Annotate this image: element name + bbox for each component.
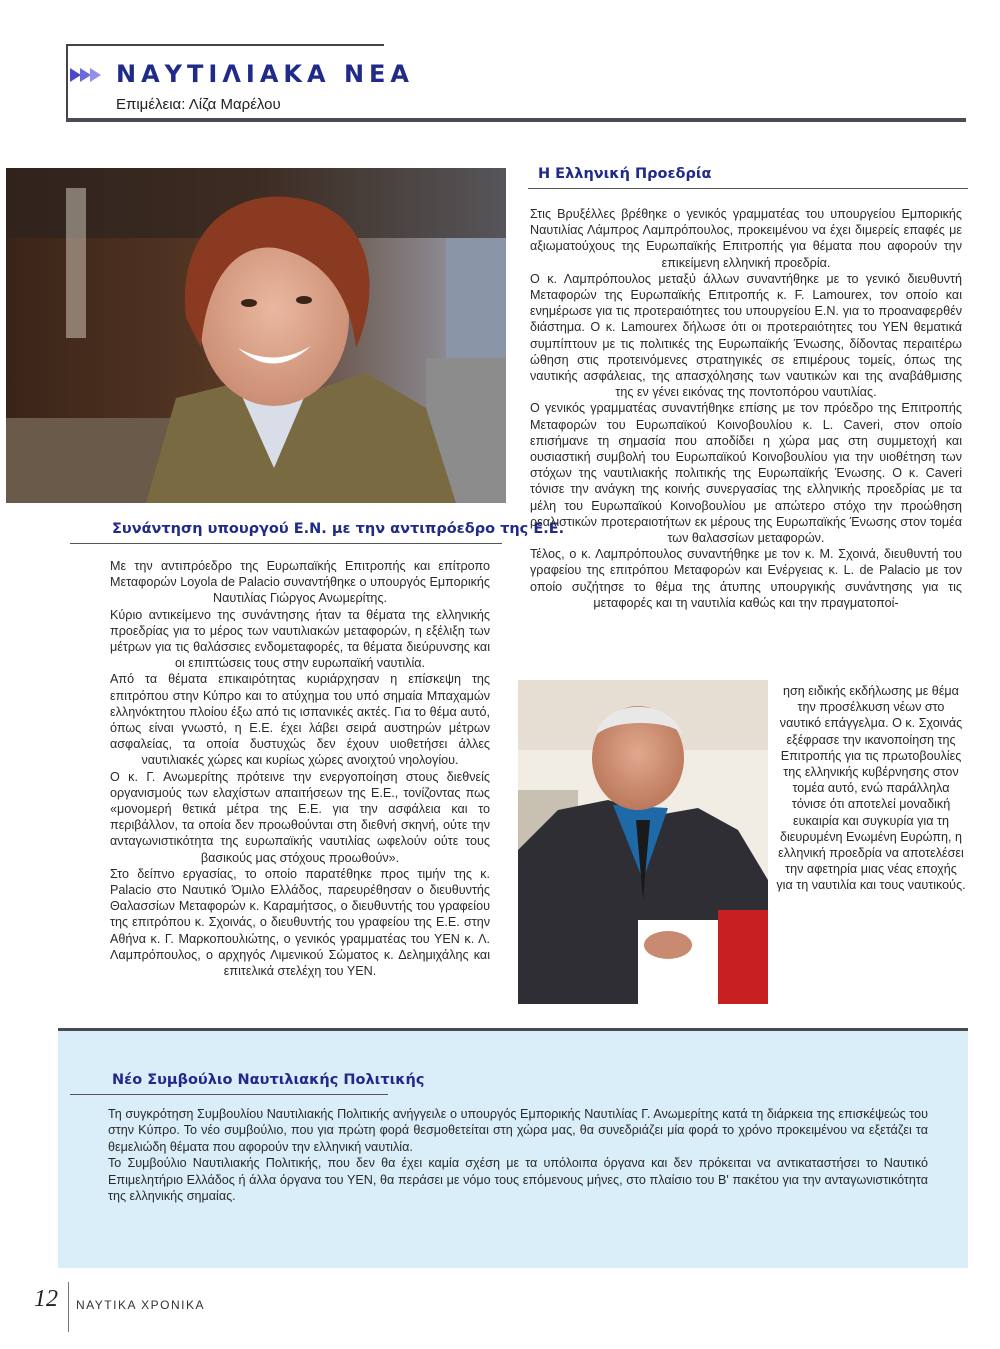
header-frame-top	[66, 44, 384, 46]
article-body-meeting	[110, 558, 490, 979]
box-top-rule	[58, 1028, 968, 1031]
paragraph: Με την αντιπρόεδρο της Ευρωπαϊκής Επιτροπής και επίτροπο Μεταφορών Loyola de Palacio συναντήθηκε ο υπουργός Εμπορικής Ναυτιλίας Γιώργος Ανωμερίτης.	[110, 559, 490, 606]
paragraph: Στις Βρυξέλλες βρέθηκε ο γενικός γραμματέας του υπουργείου Εμπορικής Ναυτιλίας Λάμπρος Λαμπρόπουλος, προκειμένου να έχει διμερείς επαφές με αξιωματούχους της Ευρωπαϊκής Επιτροπής για θέματα που αφορούν την επικείμενη ελληνική προεδρία.	[530, 207, 962, 270]
paragraph: Ο κ. Γ. Ανωμερίτης πρότεινε την ενεργοποίηση στους διεθνείς οργανισμούς των ελαχίστων απαιτήσεων της Ε.Ε., τονίζοντας πως «μονομερή θετικά μέτρα της Ε.Ε. για την ασφάλεια και το περιβάλλον, τα οποία δεν προωθούνται στη διεθνή σκηνή, ούτε την ανταγωνιστικότητα της ευρωπαϊκής ναυτιλίας ωφελούν ούτε τους βασικούς μας στόχους προωθούν».	[110, 769, 490, 865]
paragraph: Από τα θέματα επικαιρότητας κυριάρχησαν η επίσκεψη της επιτρόπου στην Κύπρο και το ατύχημα του υπό σημαία Μπαχαμών ελληνόκτητου πλοίου έξω από τις ισπανικές ακτές. Για το θέμα αυτό, όπως είναι γνωστό, η Ε.Ε. έχει λάβει σειρά αυστηρών μέτρων ασφαλείας, τα οποία δυστυχώς δεν έχουν υιοθετήσει άλλες ναυτιλιακές χώρες και κυρίως χώρες ανοιχτού νηολογίου.	[110, 672, 490, 768]
heading-underline	[528, 188, 968, 189]
paragraph: Το Συμβούλιο Ναυτιλιακής Πολιτικής, που δεν θα έχει καμία σχέση με τα υπόλοιπα όργανα και δεν πρόκειται να αντικαταστήσει το Ναυτικό Επιμελητήριο Ελλάδος ή άλλα όργανα του ΥΕΝ, θα περάσει με νόμο τους επόμενους μήνες, στο πλαίσιο του Β' πακέτου για την ανταγωνιστικότητα της ελληνικής σημαίας.	[108, 1156, 928, 1204]
heading-underline	[70, 1094, 388, 1095]
editor-credit: Επιμέλεια: Λίζα Μαρέλου	[116, 96, 281, 113]
page-number: 12	[34, 1286, 58, 1312]
photo-man-signing	[518, 680, 768, 1004]
paragraph: Τη συγκρότηση Συμβουλίου Ναυτιλιακής Πολιτικής ανήγγειλε ο υπουργός Εμπορικής Ναυτιλίας Γ. Ανωμερίτης κατά τη διάρκεια της επισκέψεώς του στην Κύπρο. Το νέο συμβούλιο, που για πρώτη φορά θεσμοθετείται στη χώρα μας, θα συνεδριάζει μία φορά το χρόνο προκειμένου να εξετάζει τα θεμελιώδη θέματα που αφορούν την ελληνική ναυτιλία.	[108, 1107, 928, 1154]
triple-arrow-icon	[70, 68, 100, 82]
paragraph: Κύριο αντικείμενο της συνάντησης ήταν τα θέματα της ελληνικής προεδρίας για το μέρος των ναυτιλιακών μεταφορών, η εξέλιξη των μέτρων για τις θαλάσσιες ενδομεταφορές, τα θέματα διεύρυνσης και οι επιπτώσεις τους στην ευρωπαϊκή ναυτιλία.	[110, 607, 490, 671]
header-rule	[66, 118, 966, 122]
header-frame-left	[66, 44, 68, 122]
paragraph: Τέλος, ο κ. Λαμπρόπουλος συναντήθηκε με τον κ. Μ. Σχοινά, διευθυντή του γραφείου της επιτρόπου Μεταφορών και Ενέργειας κ. L. de Palacio με τον οποίο συζήτησε το θέμα της άτυπης υπουργικής συνάντησης για τις μεταφορές και τη ναυτιλία καθώς και την πραγματοποί-	[530, 547, 962, 610]
footer-separator	[68, 1282, 69, 1332]
section-header	[66, 44, 414, 114]
magazine-name: ΝΑΥΤΙΚΑ ΧΡΟΝΙΚΑ	[76, 1298, 205, 1312]
photo-woman-portrait	[6, 168, 506, 503]
heading-underline	[70, 543, 502, 544]
article-heading-meeting: Συνάντηση υπουργού Ε.Ν. με την αντιπρόεδρο της Ε.Ε.	[112, 521, 565, 537]
article-body-presidency	[530, 206, 962, 611]
paragraph: Στο δείπνο εργασίας, το οποίο παρατέθηκε προς τιμήν της κ. Palacio στο Ναυτικό Όμιλο Ελλάδος, παρευρέθησαν ο διευθυντής Θαλασσίων Μεταφορών κ. Καραμήτσος, ο διευθυντής του γραφείου της επιτρόπου κ. Σχοινάς, ο διευθυντής του γραφείου της Ε.Ε. στην Αθήνα κ. Γ. Μαρκοπουλιώτης, ο γενικός γραμματέας του ΥΕΝ κ. Λ. Λαμπρόπουλος, ο αρχηγός Λιμενικού Σώματος κ. Δελημιχάλης και επιτελικά στελέχη του ΥΕΝ.	[110, 866, 490, 979]
paragraph: Ο γενικός γραμματέας συναντήθηκε επίσης με τον πρόεδρο της Επιτροπής Μεταφορών του Ευρωπαϊκού Κοινοβουλίου κ. L. Caveri, στον οποίο επισήμανε τη σημασία που αποδίδει η χώρα μας στη συμμετοχή και ουσιαστική συμβολή του Ευρωπαϊκού Κοινοβουλίου για την υιοθέτηση των στόχων της ναυτιλιακής πολιτικής της Ευρωπαϊκής Ένωσης. Ο κ. Caveri τόνισε την ανάγκη της κοινής συνεργασίας της ελληνικής προεδρίας με τα μέλη του Ευρωπαϊκού Κοινοβουλίου με απώτερο στόχο την προώθηση ρεαλιστικών προτεραιοτήτων εκ μέρους της Ευρωπαϊκής Ένωσης στον τομέα των θαλασσίων μεταφορών.	[530, 401, 962, 546]
paragraph: Ο κ. Λαμπρόπουλος μεταξύ άλλων συναντήθηκε με το γενικό διευθυντή Μεταφορών της Ευρωπαϊκής Επιτροπής κ. F. Lamourex, τον οποίο και ενημέρωσε για τις προτεραιότητες του υπουργείου Ε.Ν. για το προαναφερθέν διάστημα. Ο κ. Lamourex δήλωσε ότι οι προτεραιότητες του ΥΕΝ θεματικά συμπίπτουν με τις πολιτικές της Ευρωπαϊκής Ένωσης, δίδοντας περαιτέρω ώθηση στις προτεινόμενες στρατηγικές σε επιμέρους τομείς, όπως της ναυτικής ασφάλειας, της απασχόλησης των ναυτικών και της αναβάθμισης της εν γένει εικόνας της ποντοπόρου ναυτιλίας.	[530, 271, 962, 400]
article-body-council	[108, 1106, 928, 1204]
section-title: ΝΑΥΤΙΛΙΑΚΑ ΝΕΑ	[116, 60, 414, 88]
article-body-presidency-continued: ηση ειδικής εκδήλωσης με θέμα την προσέλκυση νέων στο ναυτικό επάγγελμα. Ο κ. Σχοινάς εξέφρασε την ικανοποίηση της Επιτροπής για τις πρωτοβουλίες της ελληνικής κυβέρνησης στον τομέα αυτό, ενώ παράλληλα τόνισε ότι αποτελεί μοναδική ευκαιρία και συγκυρία για τη διευρυμένη Ενωμένη Ευρώπη, η ελληνική προεδρία να αποτελέσει την αφετηρία μιας νέας εποχής για τη ναυτιλία και τους ναυτικούς.	[776, 684, 966, 893]
article-heading-council: Νέο Συμβούλιο Ναυτιλιακής Πολιτικής	[112, 1072, 425, 1088]
article-heading-presidency: Η Ελληνική Προεδρία	[538, 166, 712, 182]
